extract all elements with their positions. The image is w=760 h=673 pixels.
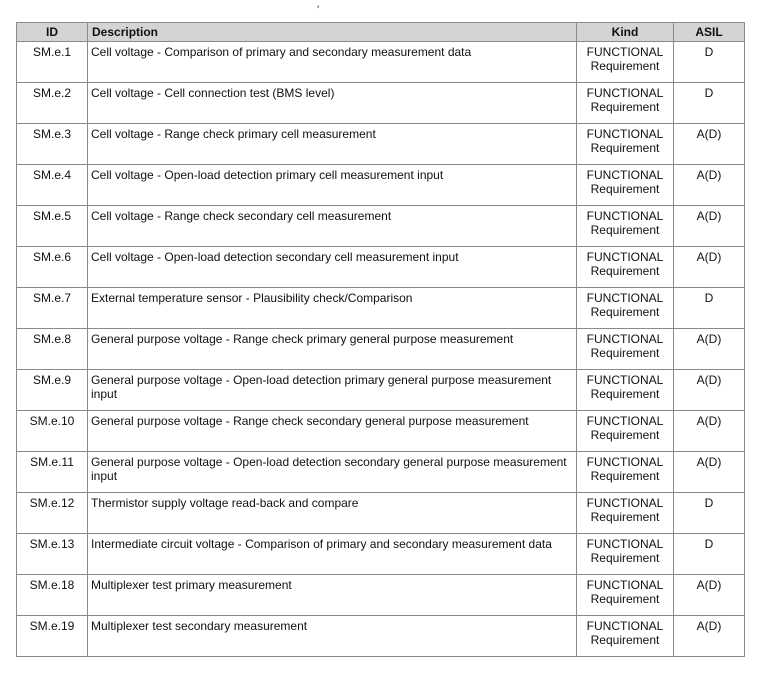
cell-asil: D xyxy=(674,534,745,575)
table-row xyxy=(17,83,745,124)
kind-category-label: Requirement xyxy=(590,182,660,196)
cell-asil: A(D) xyxy=(674,247,745,288)
table-row xyxy=(17,165,745,206)
cell-kind xyxy=(577,206,674,247)
kind-category-label: Requirement xyxy=(590,59,660,73)
kind-type-label: FUNCTIONAL xyxy=(586,455,664,469)
cell-kind xyxy=(577,370,674,411)
table-row xyxy=(17,493,745,534)
cell-kind xyxy=(577,124,674,165)
cell-description: Thermistor supply voltage read-back and compare xyxy=(88,493,577,534)
cell-id: SM.e.9 xyxy=(17,370,88,411)
cell-id: SM.e.11 xyxy=(17,452,88,493)
kind-category-label: Requirement xyxy=(590,387,660,401)
kind-type-label: FUNCTIONAL xyxy=(586,619,664,633)
cell-asil: A(D) xyxy=(674,411,745,452)
cell-description: General purpose voltage - Open-load detection primary general purpose measurement input xyxy=(88,370,577,411)
cell-id: SM.e.19 xyxy=(17,616,88,657)
cell-kind xyxy=(577,575,674,616)
cell-description: Cell voltage - Comparison of primary and secondary measurement data xyxy=(88,42,577,83)
cell-kind xyxy=(577,165,674,206)
cell-kind xyxy=(577,288,674,329)
table-header-row xyxy=(17,23,745,42)
kind-category-label: Requirement xyxy=(590,100,660,114)
cell-asil: D xyxy=(674,83,745,124)
cell-id: SM.e.12 xyxy=(17,493,88,534)
cell-asil: D xyxy=(674,288,745,329)
cell-description: Cell voltage - Open-load detection primary cell measurement input xyxy=(88,165,577,206)
kind-type-label: FUNCTIONAL xyxy=(586,168,664,182)
cell-asil: A(D) xyxy=(674,575,745,616)
cell-id: SM.e.4 xyxy=(17,165,88,206)
kind-category-label: Requirement xyxy=(590,469,660,483)
kind-category-label: Requirement xyxy=(590,551,660,565)
kind-type-label: FUNCTIONAL xyxy=(586,414,664,428)
kind-type-label: FUNCTIONAL xyxy=(586,373,664,387)
table-row xyxy=(17,124,745,165)
kind-category-label: Requirement xyxy=(590,264,660,278)
cell-description: Cell voltage - Open-load detection secondary cell measurement input xyxy=(88,247,577,288)
kind-category-label: Requirement xyxy=(590,428,660,442)
cell-kind xyxy=(577,452,674,493)
kind-category-label: Requirement xyxy=(590,305,660,319)
cell-description: Intermediate circuit voltage - Comparison of primary and secondary measurement data xyxy=(88,534,577,575)
table-row xyxy=(17,329,745,370)
column-header-description: Description xyxy=(88,23,577,42)
kind-category-label: Requirement xyxy=(590,223,660,237)
table-body xyxy=(17,42,745,657)
kind-category-label: Requirement xyxy=(590,592,660,606)
cell-description: Cell voltage - Cell connection test (BMS level) xyxy=(88,83,577,124)
kind-type-label: FUNCTIONAL xyxy=(586,496,664,510)
kind-type-label: FUNCTIONAL xyxy=(586,45,664,59)
cell-asil: A(D) xyxy=(674,124,745,165)
table-row xyxy=(17,370,745,411)
kind-type-label: FUNCTIONAL xyxy=(586,332,664,346)
kind-type-label: FUNCTIONAL xyxy=(586,86,664,100)
cell-description: Multiplexer test primary measurement xyxy=(88,575,577,616)
cell-id: SM.e.10 xyxy=(17,411,88,452)
cell-kind xyxy=(577,42,674,83)
cell-description: Cell voltage - Range check primary cell measurement xyxy=(88,124,577,165)
table-row xyxy=(17,411,745,452)
kind-type-label: FUNCTIONAL xyxy=(586,578,664,592)
cell-kind xyxy=(577,616,674,657)
column-header-asil: ASIL xyxy=(674,23,745,42)
cell-description: External temperature sensor - Plausibility check/Comparison xyxy=(88,288,577,329)
cell-id: SM.e.6 xyxy=(17,247,88,288)
cell-description: General purpose voltage - Open-load detection secondary general purpose measurement input xyxy=(88,452,577,493)
table-row xyxy=(17,42,745,83)
table-row xyxy=(17,575,745,616)
kind-type-label: FUNCTIONAL xyxy=(586,537,664,551)
kind-type-label: FUNCTIONAL xyxy=(586,291,664,305)
kind-category-label: Requirement xyxy=(590,141,660,155)
column-header-kind: Kind xyxy=(577,23,674,42)
kind-type-label: FUNCTIONAL xyxy=(586,209,664,223)
table-row xyxy=(17,206,745,247)
page-mark: ' xyxy=(317,3,320,17)
kind-category-label: Requirement xyxy=(590,633,660,647)
cell-id: SM.e.7 xyxy=(17,288,88,329)
cell-id: SM.e.3 xyxy=(17,124,88,165)
cell-kind xyxy=(577,493,674,534)
kind-category-label: Requirement xyxy=(590,510,660,524)
safety-mechanism-table xyxy=(16,22,745,657)
kind-type-label: FUNCTIONAL xyxy=(586,127,664,141)
cell-id: SM.e.8 xyxy=(17,329,88,370)
cell-asil: A(D) xyxy=(674,329,745,370)
column-header-id: ID xyxy=(17,23,88,42)
kind-category-label: Requirement xyxy=(590,346,660,360)
cell-kind xyxy=(577,329,674,370)
cell-id: SM.e.5 xyxy=(17,206,88,247)
cell-description: Multiplexer test secondary measurement xyxy=(88,616,577,657)
cell-asil: A(D) xyxy=(674,452,745,493)
table-row xyxy=(17,288,745,329)
cell-kind xyxy=(577,83,674,124)
cell-asil: A(D) xyxy=(674,165,745,206)
cell-id: SM.e.1 xyxy=(17,42,88,83)
cell-asil: D xyxy=(674,42,745,83)
cell-description: General purpose voltage - Range check primary general purpose measurement xyxy=(88,329,577,370)
cell-id: SM.e.18 xyxy=(17,575,88,616)
table-row xyxy=(17,534,745,575)
cell-id: SM.e.13 xyxy=(17,534,88,575)
cell-asil: A(D) xyxy=(674,370,745,411)
kind-type-label: FUNCTIONAL xyxy=(586,250,664,264)
cell-asil: A(D) xyxy=(674,616,745,657)
cell-kind xyxy=(577,411,674,452)
cell-kind xyxy=(577,247,674,288)
cell-asil: A(D) xyxy=(674,206,745,247)
cell-description: General purpose voltage - Range check secondary general purpose measurement xyxy=(88,411,577,452)
table-row xyxy=(17,452,745,493)
cell-kind xyxy=(577,534,674,575)
cell-id: SM.e.2 xyxy=(17,83,88,124)
cell-asil: D xyxy=(674,493,745,534)
table-row xyxy=(17,616,745,657)
cell-description: Cell voltage - Range check secondary cell measurement xyxy=(88,206,577,247)
table-row xyxy=(17,247,745,288)
